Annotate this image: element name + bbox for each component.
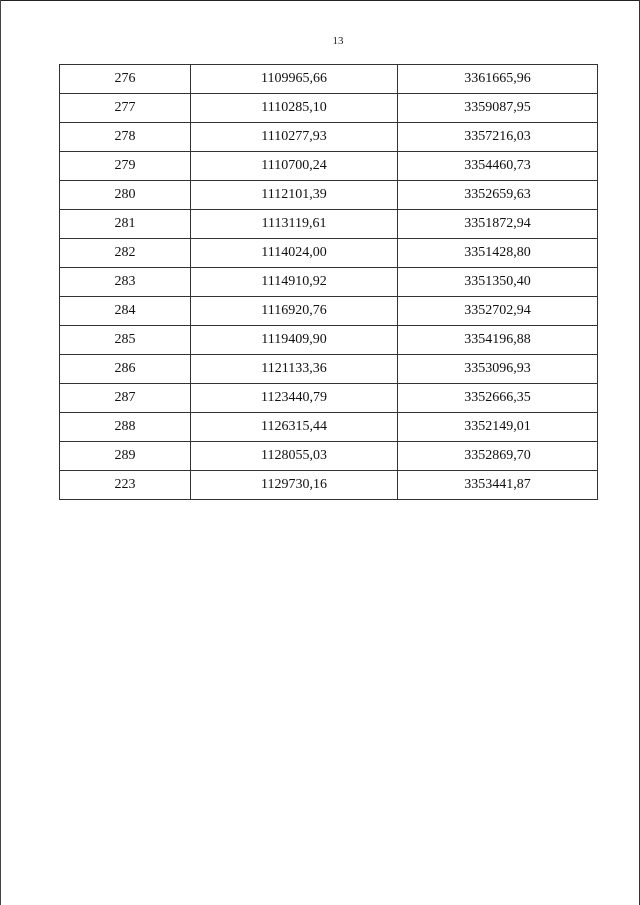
x-coordinate-cell: 1112101,39	[191, 181, 398, 210]
point-number-cell: 287	[60, 384, 191, 413]
point-number-cell: 282	[60, 239, 191, 268]
point-number-cell: 289	[60, 442, 191, 471]
y-coordinate-cell: 3352659,63	[398, 181, 598, 210]
point-number-cell: 279	[60, 152, 191, 181]
point-number-cell: 276	[60, 65, 191, 94]
scan-edge-top	[0, 0, 640, 1]
table-row	[60, 65, 598, 94]
scan-edge-left	[0, 0, 1, 905]
y-coordinate-cell: 3352702,94	[398, 297, 598, 326]
table-row	[60, 94, 598, 123]
table-row	[60, 268, 598, 297]
coordinates-table	[59, 64, 598, 500]
point-number-cell: 283	[60, 268, 191, 297]
point-number-cell: 284	[60, 297, 191, 326]
table-row	[60, 181, 598, 210]
x-coordinate-cell: 1119409,90	[191, 326, 398, 355]
x-coordinate-cell: 1129730,16	[191, 471, 398, 500]
x-coordinate-cell: 1116920,76	[191, 297, 398, 326]
x-coordinate-cell: 1109965,66	[191, 65, 398, 94]
point-number-cell: 278	[60, 123, 191, 152]
point-number-cell: 281	[60, 210, 191, 239]
table-row	[60, 471, 598, 500]
x-coordinate-cell: 1126315,44	[191, 413, 398, 442]
table-row	[60, 239, 598, 268]
y-coordinate-cell: 3352149,01	[398, 413, 598, 442]
x-coordinate-cell: 1110285,10	[191, 94, 398, 123]
y-coordinate-cell: 3351428,80	[398, 239, 598, 268]
table-row	[60, 442, 598, 471]
point-number-cell: 280	[60, 181, 191, 210]
page-number: 13	[332, 35, 344, 47]
table-row	[60, 326, 598, 355]
y-coordinate-cell: 3353441,87	[398, 471, 598, 500]
point-number-cell: 223	[60, 471, 191, 500]
table-row	[60, 210, 598, 239]
y-coordinate-cell: 3352666,35	[398, 384, 598, 413]
y-coordinate-cell: 3352869,70	[398, 442, 598, 471]
y-coordinate-cell: 3351872,94	[398, 210, 598, 239]
point-number-cell: 285	[60, 326, 191, 355]
point-number-cell: 286	[60, 355, 191, 384]
table-row	[60, 384, 598, 413]
y-coordinate-cell: 3354460,73	[398, 152, 598, 181]
x-coordinate-cell: 1114910,92	[191, 268, 398, 297]
point-number-cell: 288	[60, 413, 191, 442]
table-row	[60, 152, 598, 181]
table-row	[60, 413, 598, 442]
table-row	[60, 297, 598, 326]
y-coordinate-cell: 3361665,96	[398, 65, 598, 94]
table-row	[60, 123, 598, 152]
x-coordinate-cell: 1114024,00	[191, 239, 398, 268]
x-coordinate-cell: 1121133,36	[191, 355, 398, 384]
table-row	[60, 355, 598, 384]
x-coordinate-cell: 1110700,24	[191, 152, 398, 181]
point-number-cell: 277	[60, 94, 191, 123]
x-coordinate-cell: 1110277,93	[191, 123, 398, 152]
x-coordinate-cell: 1123440,79	[191, 384, 398, 413]
y-coordinate-cell: 3351350,40	[398, 268, 598, 297]
x-coordinate-cell: 1128055,03	[191, 442, 398, 471]
x-coordinate-cell: 1113119,61	[191, 210, 398, 239]
coordinates-table-body	[60, 65, 598, 500]
y-coordinate-cell: 3353096,93	[398, 355, 598, 384]
y-coordinate-cell: 3354196,88	[398, 326, 598, 355]
y-coordinate-cell: 3359087,95	[398, 94, 598, 123]
y-coordinate-cell: 3357216,03	[398, 123, 598, 152]
